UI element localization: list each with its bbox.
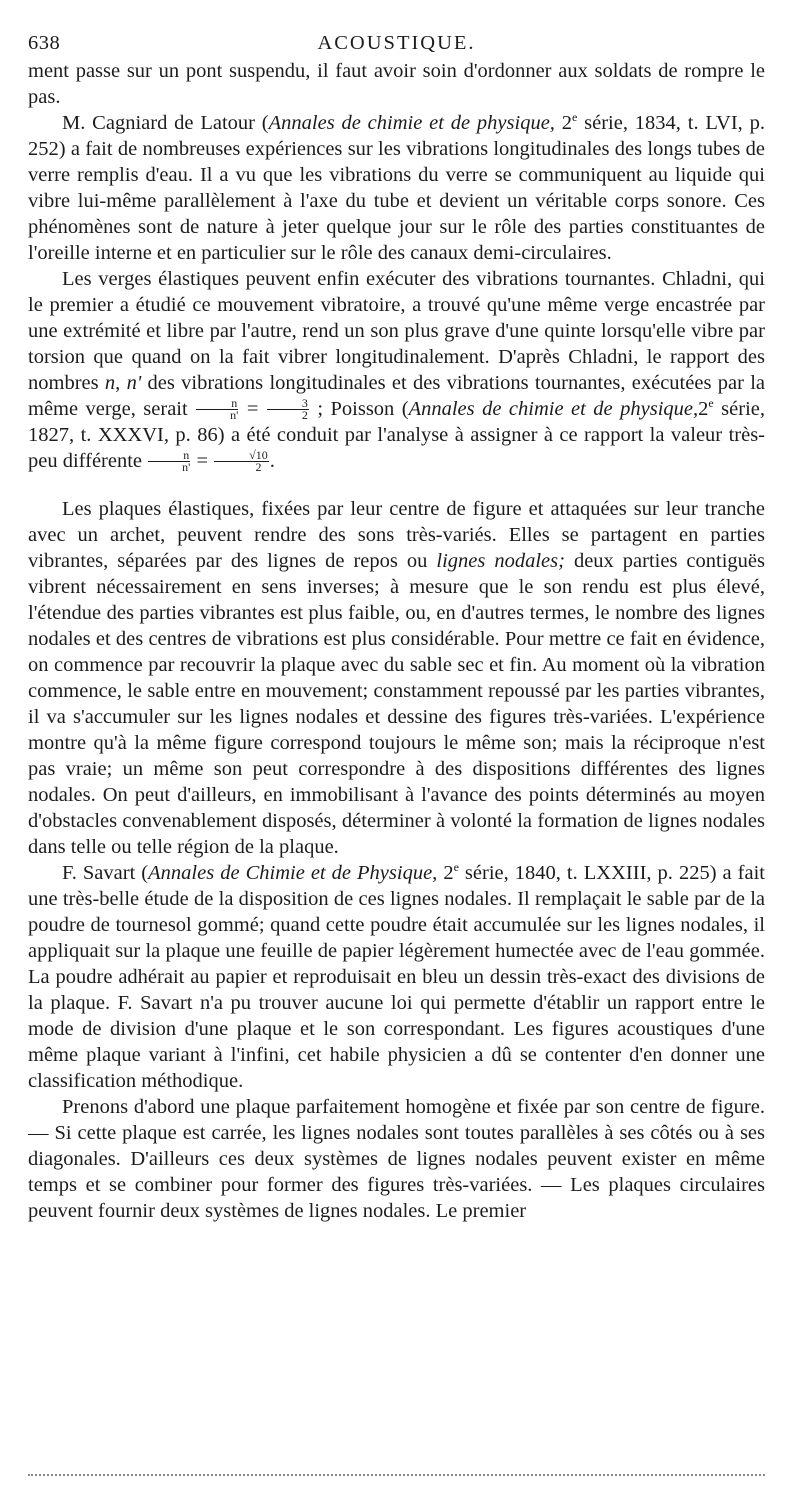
- running-title: ACOUSTIQUE.: [317, 32, 476, 54]
- citation-annales: Annales de chimie et de physique,: [408, 398, 699, 420]
- page-header: [28, 30, 765, 58]
- fraction-n-over-n-prime: $\frac{n}{n'}$: [148, 450, 190, 473]
- paragraph-cagniard: M. Cagniard de Latour (Annales de chimie et de physique, 2e série, 1834, t. LVI, p. 252) a fait de nombreuses expériences sur les vibrations longitudinales des longs tubes de verre remplis d'eau. Il a vu que les vibrations du verre se communiquent au liquide qui vibre lui-même parallèlement à l'axe du tube et devient un véritable corps sonore. Ces phénomènes sont de nature à jeter quelque jour sur le rôle des parties constituantes de l'oreille interne et en particulier sur le rôle des canaux demi-circulaires.: [28, 110, 765, 264]
- paragraph-savart: F. Savart (Annales de Chimie et de Physique, 2e série, 1840, t. LXXIII, p. 225) a fait une très-belle étude de la disposition de ces lignes nodales. Il remplaçait le sable par de la poudre de tournesol gommé; quand cette poudre était accumulée sur les lignes nodales, il appliquait sur la plaque une feuille de papier légèrement humectée avec de l'eau gommée. La poudre adhérait au papier et reproduisait en bleu un dessin très-exact des divisions de la plaque. F. Savart n'a pu trouver aucune loi qui permette d'établir un rapport entre le mode de division d'une plaque et le son correspondant. Les figures acoustiques d'une même plaque variant à l'infini, cet habile physicien a dû se contenter d'en donner une classification méthodique.: [28, 860, 765, 1092]
- citation-annales: Annales de chimie et de physique,: [268, 112, 555, 134]
- page-number: 638: [28, 32, 61, 54]
- book-page: [28, 30, 765, 1224]
- bottom-rule: [28, 1474, 765, 1476]
- term-lignes-nodales: lignes nodales;: [436, 550, 565, 572]
- fraction-three-halves: $\frac{3}{2}$: [267, 398, 309, 421]
- section-gap: [28, 474, 765, 496]
- paragraph-continuation: ment passe sur un pont suspendu, il faut avoir soin d'ordonner aux soldats de rompre le pas.: [28, 60, 765, 108]
- paragraph-plaques: Les plaques élastiques, fixées par leur centre de figure et attaquées sur leur tranche avec un archet, peuvent rendre des sons très-variés. Elles se partagent en parties vibrantes, séparées par des lignes de repos ou lignes nodales; deux parties contiguës vibrent nécessairement en sens inverses; à mesure que le son rendu est plus élevé, l'étendue des parties vibrantes est plus faible, ou, en d'autres termes, le nombre des lignes nodales et des centres de vibrations est plus considérable. Pour mettre ce fait en évidence, on commence par recouvrir la plaque avec du sable sec et fin. Au moment où la vibration commence, le sable entre en mouvement; constamment repoussé par les parties vibrantes, il va s'accumuler sur les lignes nodales et dessine des figures très-variées. L'expérience montre qu'à la même figure correspond toujours le même son; mais la réciproque n'est pas vraie; un même son peut correspondre à des dispositions différentes des lignes nodales. On peut d'ailleurs, en immobilisant à l'avance des points déterminés au moyen d'obstacles convenablement disposés, déterminer à volonté la formation de lignes nodales dans telle ou telle région de la plaque.: [28, 498, 765, 858]
- paragraph-prenons: Prenons d'abord une plaque parfaitement homogène et fixée par son centre de figure. — Si cette plaque est carrée, les lignes nodales sont toutes parallèles à ses côtés ou à ses diagonales. D'ailleurs ces deux systèmes de lignes nodales peuvent exister en même temps et se combiner pour former des figures très-variées. — Les plaques circulaires peuvent fournir deux systèmes de lignes nodales. Le premier: [28, 1096, 765, 1222]
- citation-annales: Annales de Chimie et de Physique,: [148, 862, 438, 884]
- paragraph-verges: Les verges élastiques peuvent enfin exécuter des vibrations tournantes. Chladni, qui le premier a étudié ce mouvement vibratoire, a trouvé qu'une même verge encastrée par une extrémité et libre par l'autre, rend un son plus grave d'une quinte lorsqu'elle vibre par torsion que quand on la fait vibrer longitudinalement. D'après Chladni, le rapport des nombres n, n' des vibrations longitudinales et des vibrations tournantes, exécutées par la même verge, serait $\frac{n}{n'}$ = $\frac{3}{2}$ ; Poisson (Annales de chimie et de physique,2e série, 1827, t. XXXVI, p. 86) a été conduit par l'analyse à assigner à ce rapport la valeur très-peu différente $\frac{n}{n'}$ = $\frac{√10}{2}$ .: [28, 268, 765, 474]
- fraction-sqrt10-over-2: $\frac{√10}{2}$: [214, 450, 269, 473]
- fraction-n-over-n-prime: $\frac{n}{n'}$: [196, 398, 238, 421]
